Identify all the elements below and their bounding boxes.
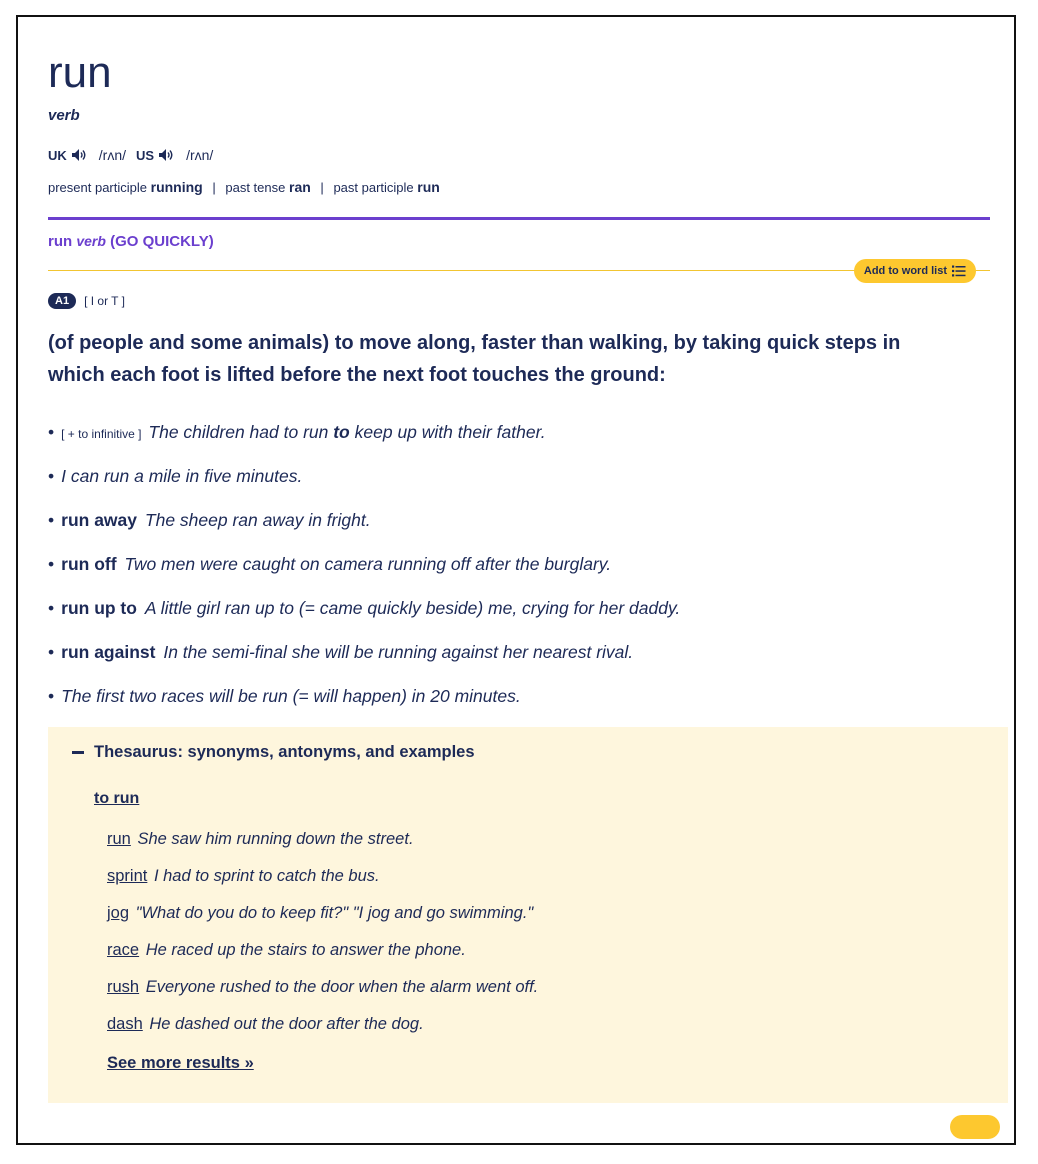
bullet: •: [48, 554, 55, 574]
bullet: •: [48, 686, 55, 706]
synonym-item: [107, 867, 380, 886]
thesaurus-subheading-link[interactable]: to run: [94, 790, 140, 807]
separator: |: [212, 180, 216, 195]
example-item: [48, 598, 680, 619]
example-phrase: run up to: [61, 598, 137, 618]
list-icon: [952, 265, 966, 277]
pronunciation-row: [48, 147, 223, 163]
us-audio-speaker-icon[interactable]: [158, 148, 174, 162]
synonym-link[interactable]: dash: [107, 1015, 143, 1033]
bullet: •: [48, 422, 55, 442]
bullet: •: [48, 466, 55, 486]
synonym-item: [107, 904, 533, 923]
present-participle-label: present participle: [48, 180, 147, 195]
uk-region-label: UK: [48, 147, 67, 163]
past-tense: ran: [289, 179, 311, 195]
bullet: •: [48, 642, 55, 662]
synonym-link[interactable]: run: [107, 830, 131, 848]
cefr-level-badge: A1: [48, 293, 76, 309]
guide-meaning: (GO QUICKLY): [110, 233, 214, 250]
example-grammar: [ + to infinitive ]: [61, 427, 142, 441]
synonym-example: Everyone rushed to the door when the alarm went off.: [145, 978, 539, 996]
example-item: [48, 686, 521, 707]
level-row: [48, 293, 125, 309]
synonym-example: I had to sprint to catch the bus.: [153, 867, 380, 885]
example-text: In the semi-final she will be running against her nearest rival.: [163, 642, 634, 662]
sense-guide-word: [48, 233, 214, 250]
synonym-item: [107, 830, 414, 849]
example-item: [48, 466, 302, 487]
collapse-minus-icon: [72, 751, 84, 754]
example-text: The sheep ran away in fright.: [144, 510, 371, 530]
present-participle: running: [150, 179, 203, 195]
example-text: A little girl ran up to (= came quickly beside) me, crying for her daddy.: [144, 598, 681, 618]
past-tense-label: past tense: [225, 180, 286, 195]
grammar-code: [ I or T ]: [84, 294, 125, 308]
example-phrase: run away: [61, 510, 138, 530]
separator: |: [320, 180, 324, 195]
us-region-label: US: [136, 147, 155, 163]
past-participle-label: past participle: [333, 180, 414, 195]
synonym-example: He raced up the stairs to answer the phone.: [145, 941, 466, 959]
synonym-link[interactable]: rush: [107, 978, 140, 996]
add-to-word-list-button[interactable]: [854, 259, 976, 283]
synonym-example: She saw him running down the street.: [137, 830, 414, 848]
add-to-word-list-label: Add to word list: [863, 265, 947, 277]
see-more-results-link[interactable]: See more results »: [107, 1054, 254, 1072]
example-text: I can run a mile in five minutes.: [61, 466, 303, 486]
us-ipa: /rʌn/: [186, 147, 214, 163]
definition: (of people and some animals) to move along, faster than walking, by taking quick steps in which each foot is lifted before the next foot touches the ground:: [48, 332, 901, 386]
synonym-example: "What do you do to keep fit?" "I jog and go swimming.": [135, 904, 534, 922]
guide-headword: run: [48, 233, 73, 250]
example-phrase: run against: [61, 642, 156, 662]
synonym-link[interactable]: sprint: [107, 867, 148, 885]
inflections: [48, 179, 440, 195]
example-text: Two men were caught on camera running off after the burglary.: [124, 554, 612, 574]
example-phrase: run off: [61, 554, 117, 574]
headword: run: [48, 48, 112, 97]
example-item: [48, 554, 611, 575]
example-item: [48, 510, 371, 531]
bullet: •: [48, 598, 55, 618]
thesaurus-toggle[interactable]: [72, 743, 475, 762]
guide-pos: verb: [76, 233, 106, 249]
uk-ipa: /rʌn/: [98, 147, 127, 163]
thesaurus-title: Thesaurus: synonyms, antonyms, and examples: [94, 743, 475, 761]
example-highlight: to: [333, 422, 350, 442]
example-item: [48, 422, 546, 443]
past-participle: run: [417, 179, 440, 195]
example-text-start: The children had to run: [148, 422, 334, 442]
synonym-link[interactable]: jog: [107, 904, 130, 922]
part-of-speech: verb: [48, 107, 80, 124]
synonym-item: [107, 1015, 424, 1034]
uk-audio-speaker-icon[interactable]: [71, 148, 87, 162]
sense-divider: [48, 270, 990, 271]
thesaurus-panel: [48, 727, 1008, 1103]
synonym-example: He dashed out the door after the dog.: [149, 1015, 424, 1033]
example-text: The first two races will be run (= will happen) in 20 minutes.: [61, 686, 521, 706]
section-divider: [48, 217, 990, 220]
dictionary-entry-frame: [16, 15, 1016, 1145]
synonym-item: [107, 978, 538, 997]
example-text-end: keep up with their father.: [349, 422, 546, 442]
synonym-link[interactable]: race: [107, 941, 140, 959]
example-text: [148, 422, 545, 442]
synonym-item: [107, 941, 466, 960]
bullet: •: [48, 510, 55, 530]
add-to-word-list-button-partial[interactable]: [950, 1115, 1000, 1139]
example-item: [48, 642, 633, 663]
